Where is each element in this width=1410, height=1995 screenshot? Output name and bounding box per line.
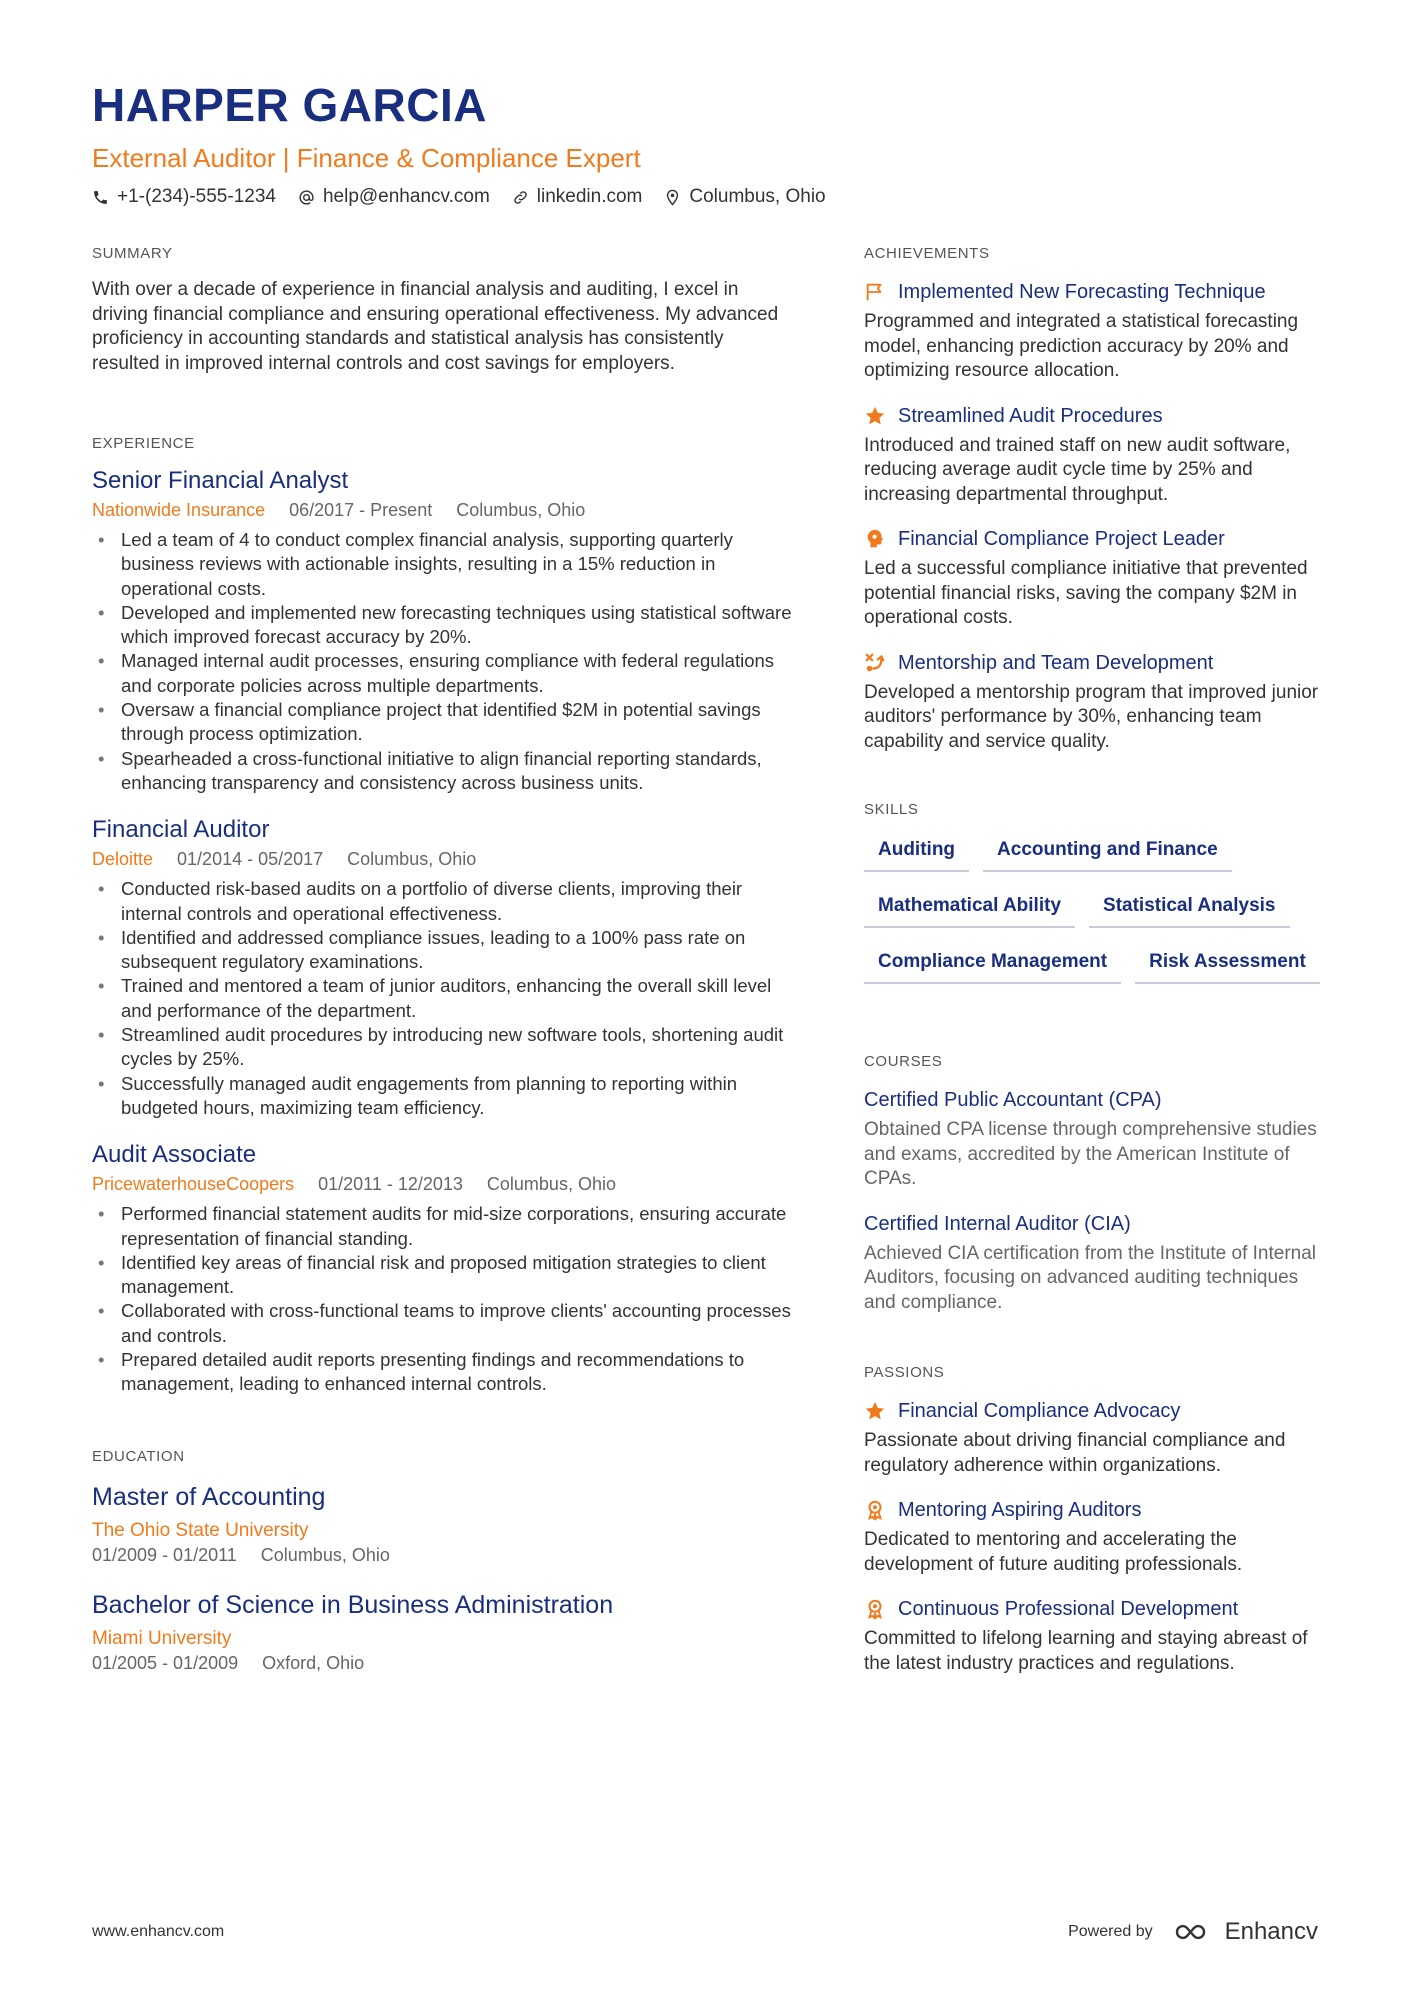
skill-tag: Compliance Management [864,946,1121,984]
bullet-item: • Collaborated with cross-functional teams to improve clients' accounting processes and controls. [92,1299,792,1348]
skill-tag: Mathematical Ability [864,890,1075,928]
candidate-title: External Auditor | Finance & Compliance Expert [92,143,641,173]
contact-location [664,184,825,210]
candidate-name: HARPER GARCIA [92,79,487,131]
passion-desc: Dedicated to mentoring and accelerating the development of future auditing professionals. [864,1529,1243,1575]
job-title: Senior Financial Analyst [92,467,349,494]
skill-tag: Auditing [864,834,969,872]
bullet-item: • Managed internal audit processes, ensuring compliance with federal regulations and corporate policies across multiple departments. [92,649,792,698]
bullet-item: • Developed and implemented new forecasting techniques using statistical software which improved forecast accuracy by 20%. [92,601,792,650]
skills-list [864,834,1334,984]
bullet-item: • Successfully managed audit engagements from planning to reporting within budgeted hours, maximizing team efficiency. [92,1072,792,1121]
passion-title: Continuous Professional Development [898,1598,1239,1620]
achievements-section [864,244,1334,754]
passion-title: Financial Compliance Advocacy [898,1400,1181,1422]
achievement-desc: Introduced and trained staff on new audit software, reducing average audit cycle time by 25% and increasing departmental throughput. [864,434,1291,505]
course-item [864,1086,1334,1192]
job-title: Audit Associate [92,1141,257,1169]
education-section [92,1447,792,1675]
passion-item [864,1496,1334,1577]
achievement-item [864,649,1334,755]
contact-email[interactable] [298,184,490,210]
job-company: Deloitte [92,849,154,870]
course-desc: Achieved CIA certification from the Institute of Internal Auditors, focusing on advanced auditing techniques and compliance. [864,1242,1317,1313]
passion-item [864,1397,1334,1478]
job-bullets [92,877,792,1120]
passion-desc: Passionate about driving financial compliance and regulatory adherence within organizations. [864,1430,1286,1476]
education-location: Oxford, Ohio [262,1652,365,1673]
education-entry [92,1589,792,1675]
course-desc: Obtained CPA license through comprehensive studies and exams, accredited by the American Institute of CPAs. [864,1119,1317,1189]
contact-phone[interactable] [92,184,276,210]
right-column [864,244,1334,1694]
achievement-title: Financial Compliance Project Leader [898,528,1225,550]
job-dates: 01/2014 - 05/2017 [177,849,324,870]
passions-section [864,1363,1334,1676]
job-meta [92,847,792,871]
job-location: Columbus, Ohio [456,500,586,520]
bullet-item: • Trained and mentored a team of junior auditors, enhancing the overall skill level and performance of the department. [92,974,792,1023]
star-icon [864,405,886,427]
achievement-title: Streamlined Audit Procedures [898,404,1163,427]
skill-tag: Accounting and Finance [983,834,1232,872]
skill-tag: Statistical Analysis [1089,890,1289,928]
section-label: SUMMARY [92,245,173,262]
location-text: Columbus, Ohio [689,186,826,207]
link-icon [512,189,529,206]
passion-desc: Committed to lifelong learning and staying abreast of the latest industry practices and regulations. [864,1628,1308,1674]
bullet-item: • Oversaw a financial compliance project that identified $2M in potential savings through process optimization. [92,698,792,747]
linkedin-text: linkedin.com [536,186,643,207]
bullet-item: • Conducted risk-based audits on a portfolio of diverse clients, improving their internal controls and operational effectiveness. [92,877,792,926]
brand-name: Enhancv [1224,1918,1318,1945]
education-location: Columbus, Ohio [260,1544,390,1565]
achievement-title: Implemented New Forecasting Technique [898,281,1266,303]
section-label: EDUCATION [92,1447,185,1465]
job-location: Columbus, Ohio [486,1174,616,1195]
enhancv-logo-icon [1171,1919,1217,1945]
course-title: Certified Internal Auditor (CIA) [864,1212,1131,1235]
achievement-item [864,402,1334,508]
phone-text: +1-(234)-555-1234 [117,186,276,207]
education-meta [92,1543,792,1567]
summary-text: With over a decade of experience in financial analysis and auditing, I excel in driving financial compliance and ensuring operational effectiveness. My advanced proficiency in accounting standards and statistical analysis has consistently resulted in improved internal controls and cost savings for employers. [92,279,779,374]
achievement-title: Mentorship and Team Development [898,651,1214,674]
flag-icon [864,281,886,303]
section-label: SKILLS [864,801,919,818]
degree-title: Bachelor of Science in Business Administration [92,1590,614,1619]
section-label: PASSIONS [864,1364,945,1381]
brand-logo[interactable] [1171,1918,1318,1946]
bullet-item: • Prepared detailed audit reports presenting findings and recommendations to management, leading to enhanced internal controls. [92,1348,792,1397]
achievement-item [864,278,1334,384]
page-footer [92,1918,1318,1946]
job-company: PricewaterhouseCoopers [92,1174,295,1195]
skills-section [864,800,1334,984]
job-company: Nationwide Insurance [92,500,266,520]
degree-title: Master of Accounting [92,1482,326,1511]
school-name: Miami University [92,1627,232,1649]
course-title: Certified Public Accountant (CPA) [864,1089,1162,1111]
section-label: EXPERIENCE [92,435,195,452]
summary-section [92,244,792,376]
idea-head-icon [864,528,886,550]
job-entry [92,815,792,1120]
footer-website-link[interactable]: www.enhancv.com [92,1923,225,1940]
left-column [92,244,792,1675]
job-dates: 06/2017 - Present [289,500,433,520]
job-location: Columbus, Ohio [347,849,477,870]
job-meta [92,498,792,522]
school-name: The Ohio State University [92,1519,309,1541]
achievement-item [864,525,1334,631]
bullet-item: • Performed financial statement audits for mid-size corporations, ensuring accurate representation of financial standing. [92,1202,792,1251]
skill-tag: Risk Assessment [1135,946,1320,984]
passion-title: Mentoring Aspiring Auditors [898,1499,1142,1521]
award-icon [864,1499,886,1521]
bullet-item: • Identified and addressed compliance issues, leading to a 100% pass rate on subsequent regulatory examinations. [92,926,792,975]
achievement-desc: Led a successful compliance initiative that prevented potential financial risks, saving the company $2M in operational costs. [864,558,1308,628]
at-icon [298,189,315,206]
education-dates: 01/2005 - 01/2009 [92,1652,239,1673]
course-item [864,1210,1334,1316]
powered-by [1068,1918,1318,1946]
resume-header [92,78,1318,210]
job-bullets [92,1202,792,1396]
award-icon [864,1598,886,1620]
achievement-desc: Developed a mentorship program that improved junior auditors' performance by 30%, enhancing team capability and service quality. [864,681,1319,752]
job-bullets [92,528,792,795]
section-label: COURSES [864,1053,943,1070]
job-meta [92,1172,792,1196]
star-icon [864,1400,886,1422]
powered-by-label: Powered by [1068,1923,1153,1940]
job-entry [92,466,792,795]
education-entry [92,1481,792,1567]
bullet-item: • Led a team of 4 to conduct complex financial analysis, supporting quarterly business reviews with actionable insights, resulting in a 15% reduction in operational costs. [92,528,792,601]
phone-icon [92,189,109,206]
achievement-desc: Programmed and integrated a statistical forecasting model, enhancing prediction accuracy by 20% and optimizing resource allocation. [864,311,1299,381]
contact-bar [92,184,1318,210]
education-meta [92,1651,792,1675]
strategy-icon [864,652,886,674]
job-title: Financial Auditor [92,816,270,844]
location-pin-icon [664,189,681,206]
education-dates: 01/2009 - 01/2011 [92,1544,237,1565]
bullet-item: • Spearheaded a cross-functional initiative to align financial reporting standards, enhancing transparency and consistency across business units. [92,747,792,796]
job-dates: 01/2011 - 12/2013 [318,1174,463,1195]
experience-section [92,434,792,1397]
email-text: help@enhancv.com [322,186,490,207]
job-entry [92,1140,792,1396]
bullet-item: • Streamlined audit procedures by introducing new software tools, shortening audit cycles by 25%. [92,1023,792,1072]
section-label: ACHIEVEMENTS [864,245,990,262]
contact-linkedin[interactable] [512,184,643,210]
passion-item [864,1595,1334,1676]
courses-section [864,1052,1334,1315]
bullet-item: • Identified key areas of financial risk and proposed mitigation strategies to client management. [92,1251,792,1300]
